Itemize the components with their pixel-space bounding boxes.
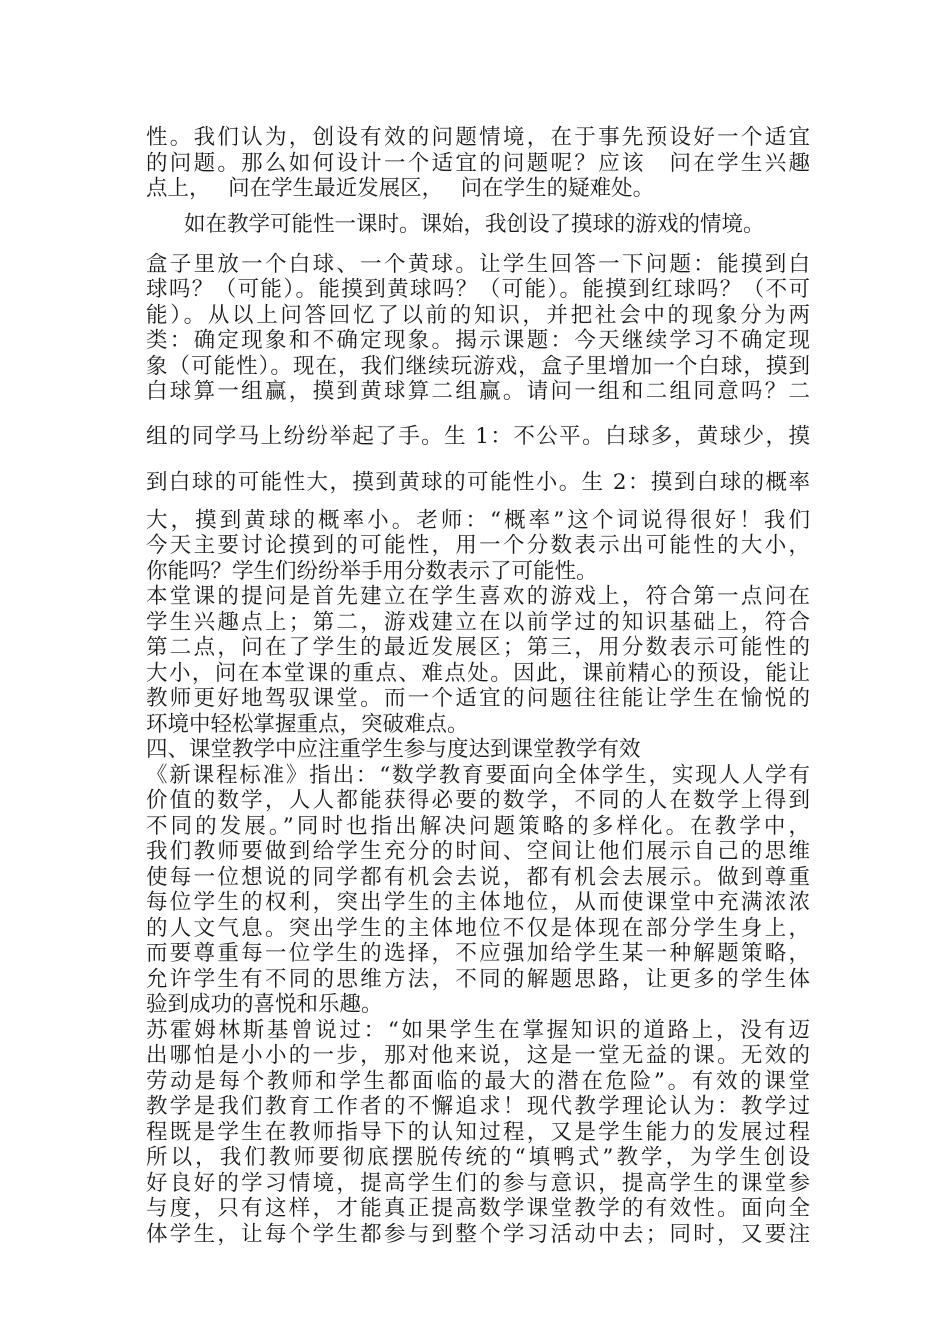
text-line: 到白球的可能性大，摸到黄球的可能性小。生 2：摸到白球的概率 bbox=[146, 470, 810, 495]
text-line: 使每一位想说的同学都有机会去说，都有机会去展示。做到尊重 bbox=[146, 865, 810, 890]
text-line: 与度，只有这样，才能真正提高数学课堂教学的有效性。面向全 bbox=[146, 1196, 810, 1221]
text-line: 类：确定现象和不确定现象。揭示课题：今天继续学习不确定现 bbox=[146, 328, 810, 353]
text-line: 而要尊重每一位学生的选择，不应强加给学生某一种解题策略， bbox=[146, 941, 810, 966]
text-line: 大小，问在本堂课的重点、难点处。因此，课前精心的预设，能让 bbox=[146, 661, 810, 686]
text-line: 出哪怕是小小的一步，那对他来说，这是一堂无益的课。无效的 bbox=[146, 1043, 810, 1068]
text-line: 象（可能性）。现在，我们继续玩游戏，盒子里增加一个白球，摸到 bbox=[146, 354, 810, 379]
text-line: 环境中轻松掌握重点，突破难点。 bbox=[146, 712, 469, 737]
text-line: 验到成功的喜悦和乐趣。 bbox=[146, 992, 383, 1017]
text-line: 球吗？（可能）。能摸到黄球吗？（可能）。能摸到红球吗？（不可 bbox=[146, 277, 810, 302]
text-line: 本堂课的提问是首先建立在学生喜欢的游戏上，符合第一点问在 bbox=[146, 584, 810, 609]
text-line: 体学生，让每个学生都参与到整个学习活动中去；同时，又要注 bbox=[146, 1222, 810, 1247]
text-line: 价值的数学，人人都能获得必要的数学，不同的人在数学上得到 bbox=[146, 788, 810, 813]
text-line: 好良好的学习情境，提高学生们的参与意识，提高学生的课堂参 bbox=[146, 1171, 810, 1196]
text-line: 今天主要讨论摸到的可能性，用一个分数表示出可能性的大小， bbox=[146, 533, 810, 558]
text-line: 苏霍姆林斯基曾说过：“如果学生在掌握知识的道路上，没有迈 bbox=[146, 1018, 810, 1043]
text-line: 允许学生有不同的思维方法，不同的解题思路，让更多的学生体 bbox=[146, 967, 810, 992]
text-line: 组的同学马上纷纷举起了手。生 1：不公平。白球多，黄球少，摸 bbox=[146, 424, 810, 449]
text-line: 第二点，问在了学生的最近发展区；第三，用分数表示可能性的 bbox=[146, 635, 810, 660]
text-line: 学生兴趣点上；第二，游戏建立在以前学过的知识基础上，符合 bbox=[146, 610, 810, 635]
text-line: 你能吗？学生们纷纷举手用分数表示了可能性。 bbox=[146, 559, 598, 584]
text-line: 《新课程标准》指出：“数学教育要面向全体学生，实现人人学有 bbox=[146, 763, 810, 788]
text-line: 教学是我们教育工作者的不懈追求！现代教学理论认为：教学过 bbox=[146, 1094, 810, 1119]
text-line: 大，摸到黄球的概率小。老师：“概率”这个词说得很好！我们 bbox=[146, 508, 810, 533]
text-line: 如在教学可能性一课时。课始，我创设了摸球的游戏的情境。 bbox=[184, 212, 765, 237]
text-line: 点上， 问在学生最近发展区， 问在学生的疑难处。 bbox=[146, 176, 655, 201]
text-line: 白球算一组赢，摸到黄球算二组赢。请问一组和二组同意吗？二 bbox=[146, 379, 810, 404]
text-line: 我们教师要做到给学生充分的时间、空间让他们展示自己的思维 bbox=[146, 839, 810, 864]
text-line: 教师更好地驾驭课堂。而一个适宜的问题往往能让学生在愉悦的 bbox=[146, 686, 810, 711]
text-line: 不同的发展。”同时也指出解决问题策略的多样化。在教学中， bbox=[146, 814, 810, 839]
text-line: 的人文气息。突出学生的主体地位不仅是体现在部分学生身上， bbox=[146, 916, 810, 941]
text-line: 所以，我们教师要彻底摆脱传统的“填鸭式”教学，为学生创设 bbox=[146, 1145, 810, 1170]
text-line: 性。我们认为，创设有效的问题情境，在于事先预设好一个适宜 bbox=[146, 125, 810, 150]
text-line: 能）。从以上问答回忆了以前的知识，并把社会中的现象分为两 bbox=[146, 303, 810, 328]
text-line: 程既是学生在教师指导下的认知过程，又是学生能力的发展过程 bbox=[146, 1120, 810, 1145]
text-line: 四、课堂教学中应注重学生参与度达到课堂教学有效 bbox=[146, 737, 641, 762]
text-line: 劳动是每个教师和学生都面临的最大的潜在危险”。有效的课堂 bbox=[146, 1069, 810, 1094]
text-line: 盒子里放一个白球、一个黄球。让学生回答一下问题：能摸到白 bbox=[146, 252, 810, 277]
text-line: 每位学生的权利，突出学生的主体地位，从而使课堂中充满浓浓 bbox=[146, 890, 810, 915]
text-line: 的问题。那么如何设计一个适宜的问题呢？应该 问在学生兴趣 bbox=[146, 151, 810, 176]
